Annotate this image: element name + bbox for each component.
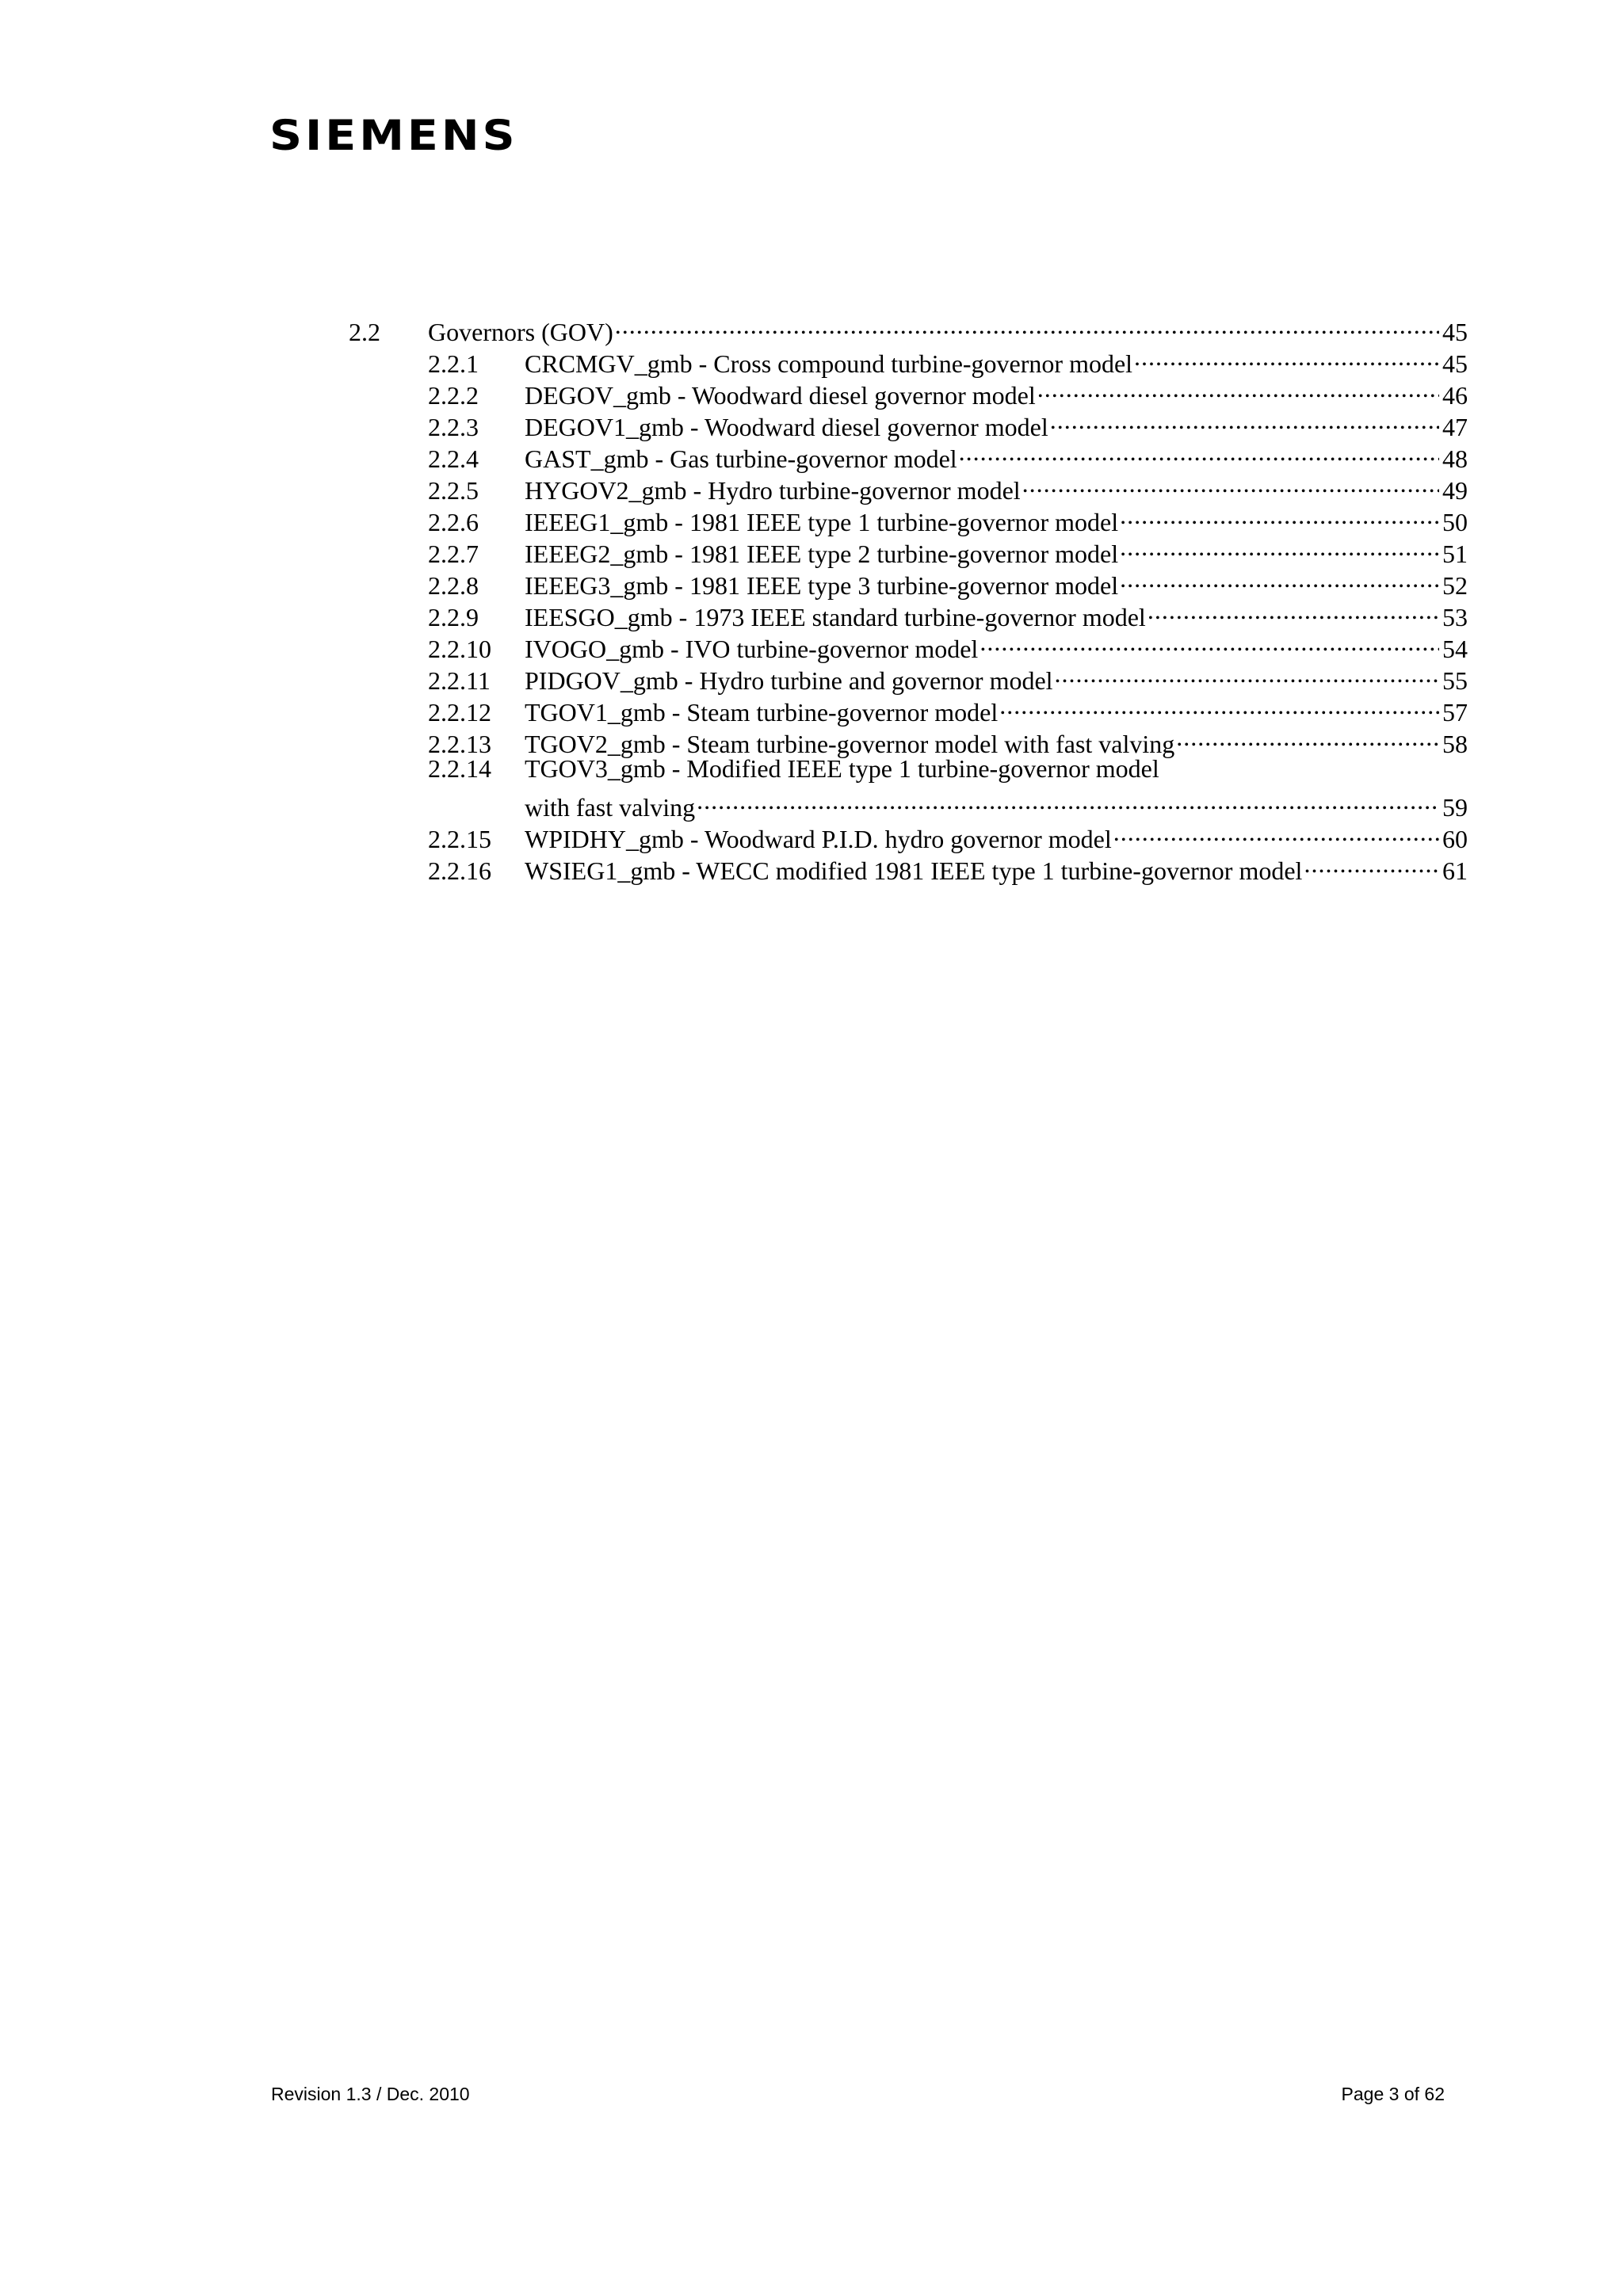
toc-entry-title: PIDGOV_gmb - Hydro turbine and governor model [525,666,1053,695]
toc-entry-title: TGOV2_gmb - Steam turbine-governor model with fast valving [525,730,1175,758]
footer-revision: Revision 1.3 / Dec. 2010 [271,2084,470,2104]
toc-entry-page: 61 [1442,856,1468,885]
toc-leader-dots [1050,404,1439,436]
toc-section-title: Governors (GOV) [428,318,613,346]
toc-entry-page: 51 [1442,540,1468,568]
toc-entry-2-2-5[interactable] [428,467,1468,505]
siemens-logo: SIEMENS [269,112,518,161]
toc-entry-number: 2.2.7 [428,540,479,568]
toc-leader-dots [1134,341,1439,372]
toc-entry-title: TGOV1_gmb - Steam turbine-governor model [525,698,999,727]
toc-section-page: 45 [1442,318,1468,346]
toc-leader-dots [959,436,1439,467]
toc-entry-2-2-2[interactable] [428,372,1468,410]
toc-leader-dots [1148,594,1439,626]
toc-entry-page: 54 [1442,635,1468,663]
toc-entry-2-2-6[interactable] [428,499,1468,536]
toc-entry-2-2-16[interactable] [428,848,1468,885]
toc-leader-dots [697,784,1439,816]
toc-entry-2-2-7[interactable] [428,531,1468,568]
toc-entry-number: 2.2.14 [428,754,491,783]
toc-entry-title: IEEEG1_gmb - 1981 IEEE type 1 turbine-governor model [525,508,1119,536]
toc-entry-2-2-10[interactable] [428,626,1468,663]
toc-entry-number: 2.2.2 [428,381,479,410]
toc-leader-dots [1304,848,1439,879]
toc-entry-page: 46 [1442,381,1468,410]
toc-entry-title: GAST_gmb - Gas turbine-governor model [525,444,957,473]
toc-leader-dots [1022,467,1439,499]
toc-entry-title: DEGOV1_gmb - Woodward diesel governor model [525,413,1048,441]
toc-leader-dots [1037,372,1439,404]
toc-leader-dots [1176,721,1439,753]
toc-entry-number: 2.2.6 [428,508,479,536]
toc-entry-number: 2.2.16 [428,856,491,885]
toc-entry-2-2-8[interactable] [428,563,1468,600]
toc-entry-title: IEEEG3_gmb - 1981 IEEE type 3 turbine-governor model [525,571,1119,600]
toc-section-2-2[interactable] [349,309,1468,346]
toc-leader-dots [1120,563,1439,594]
toc-entry-number: 2.2.5 [428,476,479,505]
toc-entry-2-2-4[interactable] [428,436,1468,473]
toc-entry-page: 48 [1442,444,1468,473]
toc-entry-number: 2.2.15 [428,825,491,853]
toc-entry-title: CRCMGV_gmb - Cross compound turbine-governor model [525,349,1133,378]
toc-entry-page: 59 [1442,793,1468,822]
toc-entry-page: 55 [1442,666,1468,695]
toc-entry-title: TGOV3_gmb - Modified IEEE type 1 turbine-governor model [525,754,1159,783]
toc-entry-number: 2.2.4 [428,444,479,473]
toc-entry-number: 2.2.11 [428,666,491,695]
toc-leader-dots [1120,531,1439,563]
toc-leader-dots [1055,658,1439,689]
toc-entry-2-2-11[interactable] [428,658,1468,695]
toc-entry-title: HYGOV2_gmb - Hydro turbine-governor model [525,476,1021,505]
toc-section-number: 2.2 [349,318,380,346]
toc-entry-2-2-13[interactable] [428,721,1468,758]
toc-entry-number: 2.2.13 [428,730,491,758]
toc-entry-number: 2.2.12 [428,698,491,727]
toc-entry-number: 2.2.10 [428,635,491,663]
toc-entry-title: IVOGO_gmb - IVO turbine-governor model [525,635,979,663]
toc-entry-page: 45 [1442,349,1468,378]
toc-entry-title: WPIDHY_gmb - Woodward P.I.D. hydro governor model [525,825,1112,853]
toc-entry-title-continued: with fast valving [525,793,696,822]
toc-entry-2-2-3[interactable] [428,404,1468,441]
toc-entry-2-2-14[interactable] [428,753,1468,784]
toc-entry-page: 60 [1442,825,1468,853]
toc-entry-page: 50 [1442,508,1468,536]
toc-entry-title: DEGOV_gmb - Woodward diesel governor model [525,381,1036,410]
footer-page-number: Page 3 of 62 [1341,2084,1445,2104]
toc-leader-dots [1120,499,1439,531]
toc-leader-dots [1113,816,1439,848]
toc-entry-2-2-14-continued[interactable] [525,784,1468,822]
toc-entry-number: 2.2.8 [428,571,479,600]
toc-leader-dots [999,689,1439,721]
toc-entry-title: IEEEG2_gmb - 1981 IEEE type 2 turbine-governor model [525,540,1119,568]
toc-leader-dots [615,309,1439,341]
toc-entry-number: 2.2.1 [428,349,479,378]
toc-entry-page: 57 [1442,698,1468,727]
toc-entry-2-2-9[interactable] [428,594,1468,631]
toc-entry-page: 49 [1442,476,1468,505]
toc-entry-page: 52 [1442,571,1468,600]
toc-entry-2-2-12[interactable] [428,689,1468,727]
toc-entry-page: 53 [1442,603,1468,631]
toc-entry-2-2-1[interactable] [428,341,1468,378]
toc-entry-number: 2.2.3 [428,413,479,441]
toc-entry-page: 58 [1442,730,1468,758]
toc-entry-title: IEESGO_gmb - 1973 IEEE standard turbine-governor model [525,603,1146,631]
toc-entry-title: WSIEG1_gmb - WECC modified 1981 IEEE type 1 turbine-governor model [525,856,1303,885]
toc-entry-page: 47 [1442,413,1468,441]
toc-entry-2-2-15[interactable] [428,816,1468,853]
toc-leader-dots [980,626,1439,658]
toc-entry-number: 2.2.9 [428,603,479,631]
